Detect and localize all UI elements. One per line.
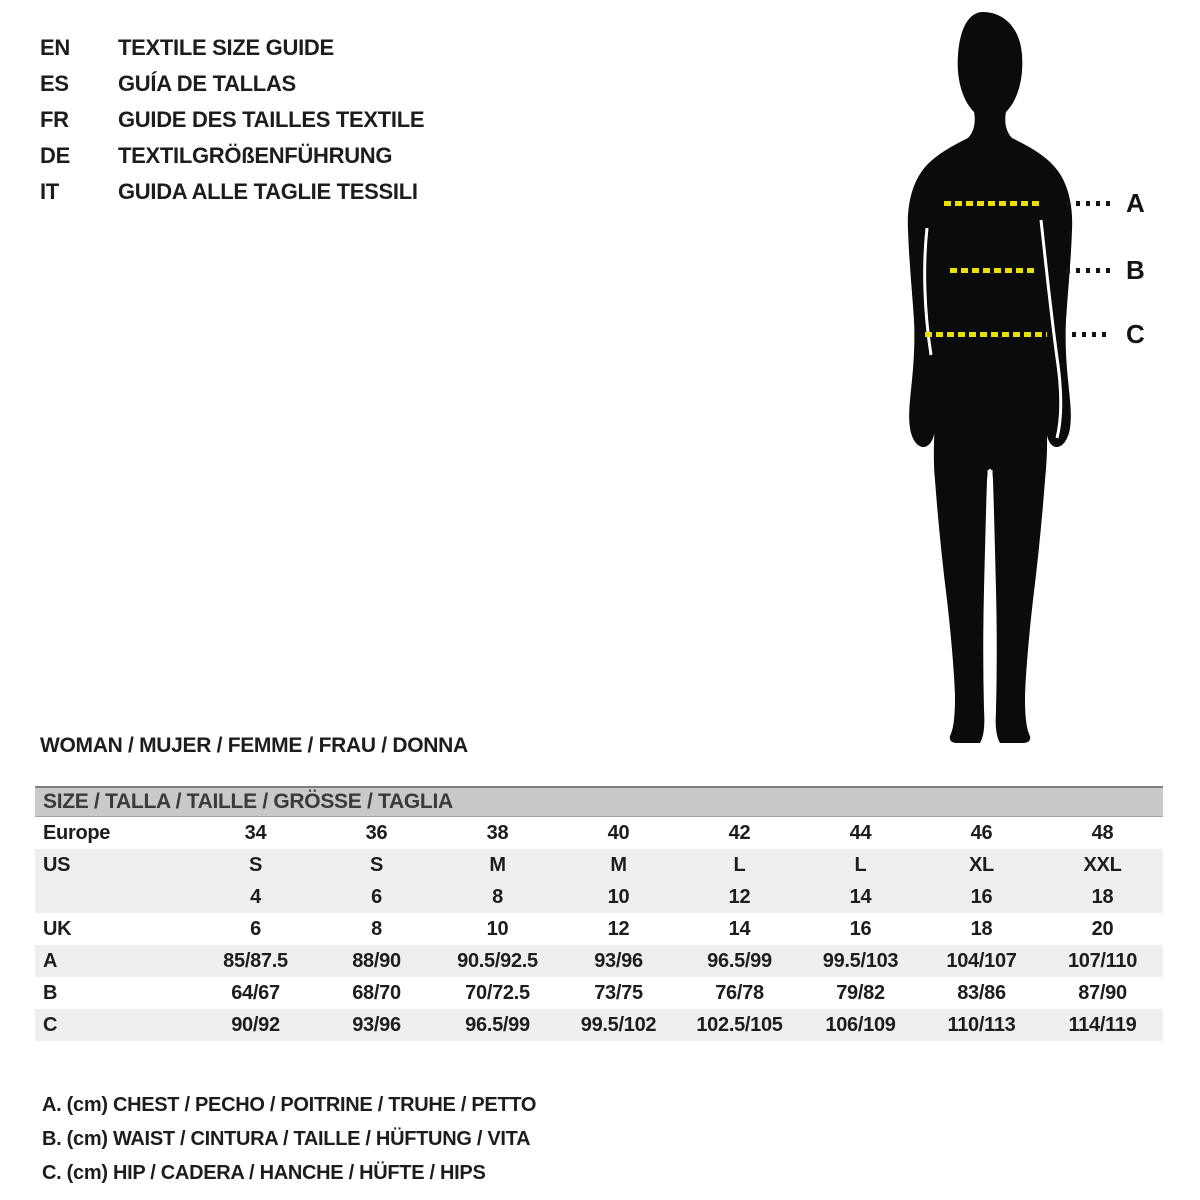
size-cell: 12: [728, 886, 751, 908]
language-guide-title: GUIDE DES TAILLES TEXTILE: [118, 107, 425, 132]
language-row: [40, 66, 424, 102]
size-cell: 8: [492, 886, 503, 908]
size-table: [35, 786, 1163, 1041]
size-cell: 90/92: [231, 1014, 280, 1036]
size-cell: 36: [365, 822, 388, 844]
measurement-legend: [42, 1088, 536, 1190]
woman-silhouette-icon: [890, 10, 1100, 745]
table-row: [35, 977, 1163, 1009]
measure-label: A: [1126, 188, 1145, 218]
size-cell: 93/96: [594, 950, 643, 972]
size-cell: 18: [1091, 886, 1114, 908]
size-cell: 8: [371, 918, 382, 940]
size-cell: 68/70: [352, 982, 401, 1004]
row-label: [35, 881, 195, 913]
size-cell: M: [610, 854, 627, 876]
row-label: UK: [43, 918, 72, 940]
table-row: [35, 1009, 1163, 1041]
size-cell: 99.5/103: [822, 950, 899, 972]
language-guide-title: TEXTILE SIZE GUIDE: [118, 35, 334, 60]
size-cell: 20: [1091, 918, 1114, 940]
size-cell: 18: [970, 918, 993, 940]
row-label: B: [43, 982, 58, 1004]
size-cell: 16: [849, 918, 872, 940]
size-cell: 99.5/102: [580, 1014, 657, 1036]
size-cell: 46: [970, 822, 993, 844]
row-label: C: [43, 1014, 58, 1036]
table-row: [35, 945, 1163, 977]
size-cell: L: [733, 854, 746, 876]
size-cell: 64/67: [231, 982, 280, 1004]
legend-line: C. (cm) HIP / CADERA / HANCHE / HÜFTE / HIPS: [42, 1162, 486, 1184]
table-row: [35, 913, 1163, 945]
size-cell: 10: [486, 918, 509, 940]
size-cell: 102.5/105: [696, 1014, 783, 1036]
size-cell: 76/78: [715, 982, 764, 1004]
size-cell: 34: [244, 822, 267, 844]
size-cell: 83/86: [957, 982, 1006, 1004]
size-table-body: [35, 817, 1163, 1041]
language-guide-title: GUÍA DE TALLAS: [118, 71, 296, 96]
size-cell: S: [369, 854, 384, 876]
size-cell: 110/113: [947, 1014, 1016, 1036]
size-cell: XL: [969, 854, 994, 876]
size-cell: 42: [728, 822, 751, 844]
size-cell: 16: [970, 886, 993, 908]
row-label: US: [43, 854, 71, 876]
size-cell: 114/119: [1068, 1014, 1137, 1036]
language-row: [40, 102, 424, 138]
size-cell: XXL: [1083, 854, 1122, 876]
size-cell: L: [854, 854, 867, 876]
size-table-header: SIZE / TALLA / TAILLE / GRÖSSE / TAGLIA: [35, 786, 1163, 817]
size-cell: 40: [607, 822, 630, 844]
size-cell: 79/82: [836, 982, 885, 1004]
size-cell: 38: [486, 822, 509, 844]
size-cell: 4: [250, 886, 261, 908]
size-cell: 73/75: [594, 982, 643, 1004]
size-cell: M: [489, 854, 506, 876]
size-cell: 107/110: [1067, 950, 1138, 972]
row-label: Europe: [43, 822, 111, 844]
size-cell: 48: [1091, 822, 1114, 844]
section-title: WOMAN / MUJER / FEMME / FRAU / DONNA: [40, 734, 468, 757]
language-guide-title: TEXTILGRÖßENFÜHRUNG: [118, 143, 393, 168]
size-cell: 44: [849, 822, 872, 844]
table-row: [35, 817, 1163, 849]
size-cell: 104/107: [946, 950, 1017, 972]
language-row: [40, 174, 424, 210]
size-cell: 6: [250, 918, 261, 940]
size-cell: 90.5/92.5: [457, 950, 538, 972]
size-cell: 14: [728, 918, 751, 940]
table-row: [35, 849, 1163, 881]
size-cell: S: [248, 854, 263, 876]
language-code: ES: [40, 71, 69, 96]
language-guide-title: GUIDA ALLE TAGLIE TESSILI: [118, 179, 418, 204]
measure-label: B: [1126, 255, 1145, 285]
size-cell: 93/96: [352, 1014, 401, 1036]
size-cell: 14: [849, 886, 872, 908]
language-code: EN: [40, 35, 70, 60]
size-cell: 10: [607, 886, 630, 908]
size-cell: 88/90: [352, 950, 401, 972]
language-code: IT: [40, 179, 59, 204]
size-cell: 96.5/99: [707, 950, 772, 972]
language-code: FR: [40, 107, 69, 132]
size-cell: 12: [607, 918, 630, 940]
language-row: [40, 30, 424, 66]
woman-silhouette-figure: [890, 10, 1100, 745]
legend-line: A. (cm) CHEST / PECHO / POITRINE / TRUHE / PETTO: [42, 1094, 537, 1116]
language-code: DE: [40, 143, 70, 168]
table-row: [35, 881, 1163, 913]
measure-label: C: [1126, 319, 1145, 349]
size-cell: 70/72.5: [465, 982, 530, 1004]
size-cell: 85/87.5: [223, 950, 288, 972]
language-list: [40, 30, 424, 210]
language-row: [40, 138, 424, 174]
size-cell: 106/109: [825, 1014, 896, 1036]
size-cell: 96.5/99: [465, 1014, 530, 1036]
legend-line: B. (cm) WAIST / CINTURA / TAILLE / HÜFTUNG / VITA: [42, 1128, 531, 1150]
row-label: A: [43, 950, 58, 972]
size-cell: 87/90: [1078, 982, 1127, 1004]
size-cell: 6: [371, 886, 382, 908]
